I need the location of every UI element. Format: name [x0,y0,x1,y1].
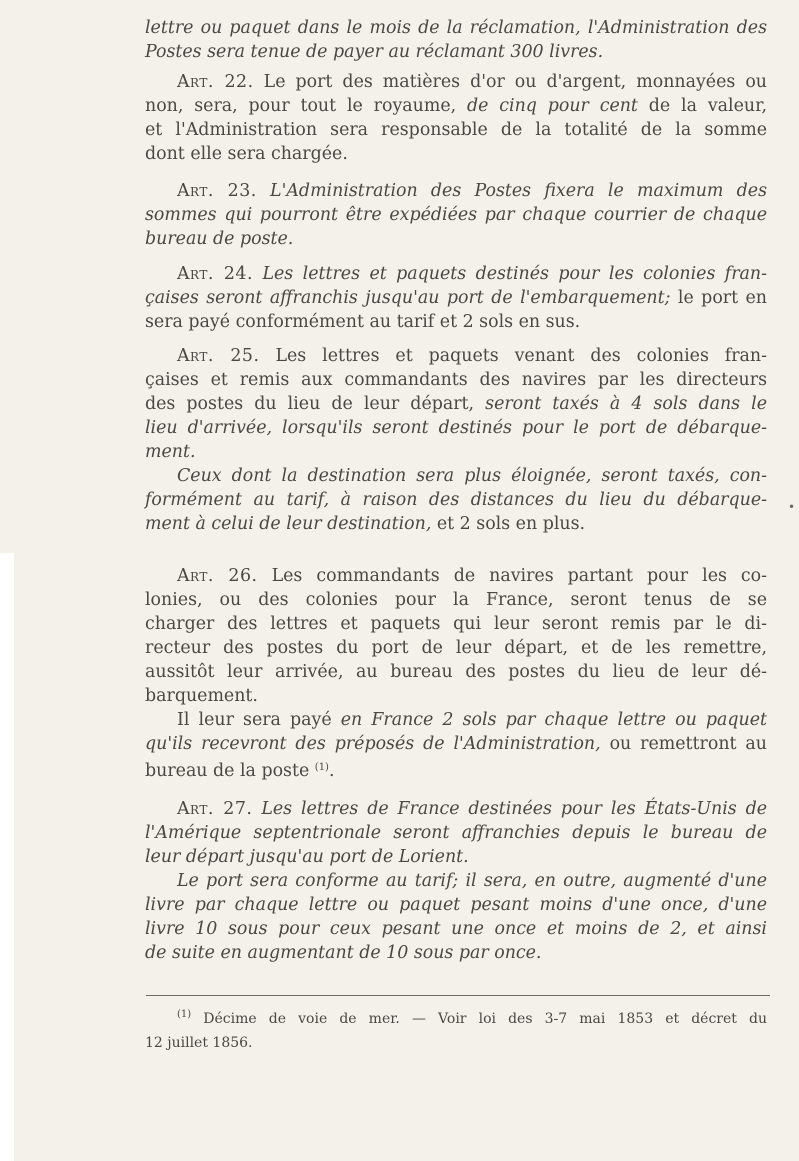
text-line: l'Amérique septentrionale seront affranchies depuis le bureau de [145,823,767,843]
scan-margin [0,553,14,1161]
article-label: Art. 26. [177,566,258,586]
text-span: et 2 sols en plus. [436,514,586,534]
text-line: leur départ jusqu'au port de Lorient. [145,847,469,867]
article-label: Art. 22. [177,72,254,92]
text-span: ou remettront au [609,734,767,754]
text-line: dont elle sera chargée. [145,144,348,164]
footnote-reference[interactable]: (1) [314,762,329,773]
text-span: ment à celui de leur destination, [145,514,432,534]
text-line: et l'Administration sera responsable de la totalité de la somme [145,120,767,140]
text-span: Il leur sera payé [177,710,332,730]
text-line: recteur des postes du port de leur départ, et de les remettre, [145,638,767,658]
article-27 [145,797,767,965]
text-line: Les commandants de navires partant pour les co- [271,566,767,586]
article-25 [145,344,767,536]
text-line: Les lettres et paquets venant des colonies fran- [275,346,767,366]
text-line: çaises et remis aux commandants des navires par les directeurs [145,370,767,390]
text-line: charger des lettres et paquets qui leur seront remis par le di- [145,614,767,634]
text-span: çaises seront affranchis jusqu'au port de l'embarquement; [145,288,671,308]
text-line: lieu d'arrivée, lorsqu'ils seront destinés pour le port de débarque- [145,418,767,438]
article-26 [145,564,767,783]
footnote-divider [146,995,770,996]
text-line: sera payé conformément au tarif et 2 sols en sus. [145,312,581,332]
article-label: Art. 27. [177,799,253,819]
text-span: de cinq pour cent [467,96,638,116]
text-line: L'Administration des Postes fixera le maximum des [270,181,767,201]
text-line: Postes sera tenue de payer au réclamant 300 livres. [145,42,604,62]
text-line: lettre ou paquet dans le mois de la réclamation, l'Administration des [145,18,767,38]
footnote-text: Décime de voie de mer. — Voir loi des 3-7 mai 1853 et décret du [203,1011,767,1027]
text-line: Le port des matières d'or ou d'argent, monnayées ou [263,72,767,92]
text-line: aussitôt leur arrivée, au bureau des postes du lieu de leur dé- [145,662,767,682]
text-line: Ceux dont la destination sera plus éloignée, seront taxés, con- [177,466,767,486]
text-line: formément au tarif, à raison des distances du lieu du débarque- [145,490,767,510]
text-span: . [328,761,335,781]
text-line: bureau de poste. [145,229,294,249]
text-line: sommes qui pourront être expédiées par chaque courrier de chaque [145,205,767,225]
text-span: bureau de la poste [145,761,310,781]
text-line: de suite en augmentant de 10 sous par once. [145,943,542,963]
text-span: de la valeur, [648,96,767,116]
scan-speck: • [788,500,796,514]
article-24 [145,262,767,334]
text-line: lonies, ou des colonies pour la France, seront tenus de se [145,590,767,610]
footnote-marker: (1) [177,1009,192,1020]
article-23 [145,179,767,251]
text-line: Les lettres de France destinées pour les États-Unis de [261,799,767,819]
text-line: barquement. [145,686,258,706]
footnote [145,1003,767,1055]
article-label: Art. 25. [177,346,260,366]
text-line: livre par chaque lettre ou paquet pesant moins d'une once, d'une [145,895,767,915]
text-line: livre 10 sous pour ceux pesant une once et moins de 2, et ainsi [145,919,767,939]
text-span: des postes du lieu de leur départ, [145,394,475,414]
text-line: ment. [145,442,196,462]
text-line: Le port sera conforme au tarif; il sera, en outre, augmenté d'une [177,871,767,891]
paragraph-continuation [145,16,767,64]
text-span: seront taxés à 4 sols dans le [485,394,768,414]
text-span: le port en [677,288,768,308]
text-span: en France 2 sols par chaque lettre ou paquet [340,710,767,730]
article-label: Art. 23. [177,181,257,201]
footnote-text: 12 juillet 1856. [145,1035,253,1051]
article-22 [145,70,767,166]
article-label: Art. 24. [177,264,254,284]
text-line: Les lettres et paquets destinés pour les colonies fran- [262,264,767,284]
text-span: qu'ils recevront des préposés de l'Administration, [145,734,601,754]
text-span: non, sera, pour tout le royaume, [145,96,457,116]
